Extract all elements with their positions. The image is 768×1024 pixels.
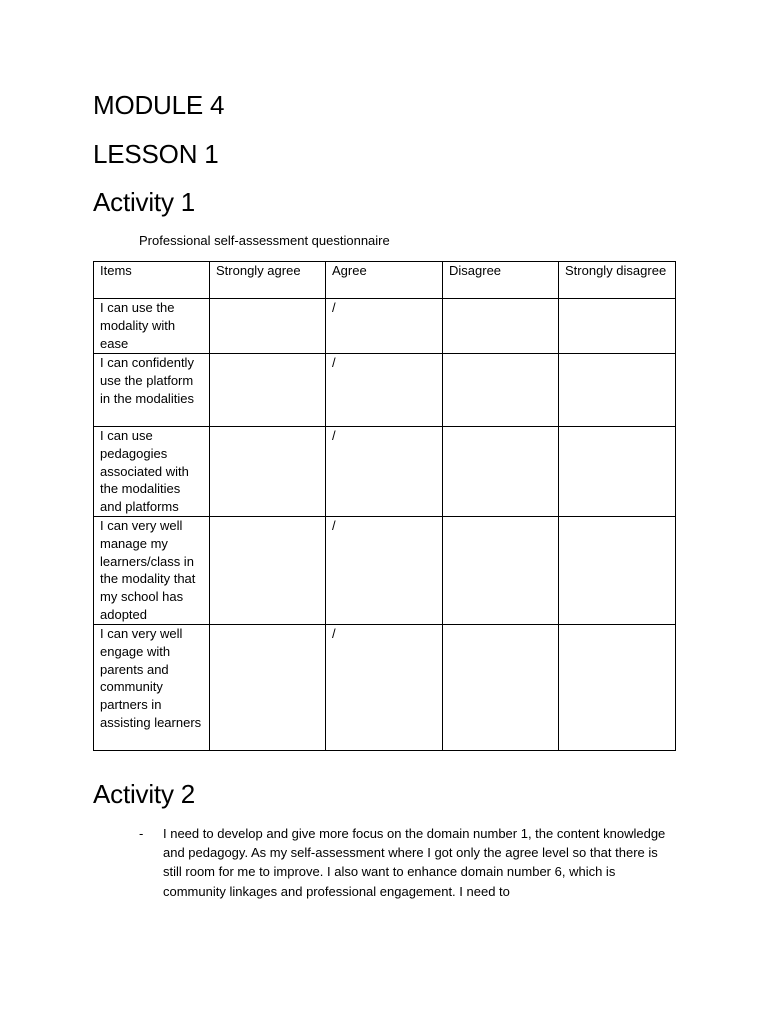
- column-header-agree: Agree: [326, 262, 443, 299]
- agree-cell: /: [326, 299, 443, 354]
- item-cell: I can use the modality with ease: [94, 299, 210, 354]
- table-row: [94, 427, 676, 517]
- table-row: [94, 625, 676, 751]
- column-header-items: Items: [94, 262, 210, 299]
- agree-cell: /: [326, 517, 443, 625]
- disagree-cell: [443, 299, 559, 354]
- strongly-disagree-cell: [559, 517, 676, 625]
- table-row: [94, 354, 676, 427]
- strongly-disagree-cell: [559, 625, 676, 751]
- activity-1-heading: Activity 1: [93, 187, 196, 217]
- disagree-cell: [443, 517, 559, 625]
- strongly-agree-cell: [210, 299, 326, 354]
- column-header-disagree: Disagree: [443, 262, 559, 299]
- strongly-disagree-cell: [559, 427, 676, 517]
- activity-2-heading: Activity 2: [93, 779, 196, 809]
- table-row: [94, 517, 676, 625]
- item-cell: I can confidently use the platform in the modalities: [94, 354, 210, 427]
- strongly-agree-cell: [210, 427, 326, 517]
- column-header-strongly-disagree: Strongly disagree: [559, 262, 676, 299]
- agree-cell: /: [326, 625, 443, 751]
- questionnaire-caption: Professional self-assessment questionnaire: [139, 233, 390, 248]
- agree-cell: /: [326, 354, 443, 427]
- column-header-strongly-agree: Strongly agree: [210, 262, 326, 299]
- table-header-row: [94, 262, 676, 299]
- self-assessment-table: [93, 261, 676, 751]
- bullet-marker: -: [139, 826, 144, 841]
- strongly-agree-cell: [210, 517, 326, 625]
- module-heading: MODULE 4: [93, 90, 225, 120]
- strongly-agree-cell: [210, 625, 326, 751]
- strongly-disagree-cell: [559, 354, 676, 427]
- activity-2-paragraph: I need to develop and give more focus on the domain number 1, the content knowledge and pedagogy. As my self-assessment where I got only the agree level so that there is still room for me to improve. I also want to enhance domain number 6, which is community linkages and professional engagement. I need to: [163, 826, 666, 899]
- disagree-cell: [443, 354, 559, 427]
- item-cell: I can very well engage with parents and community partners in assisting learners: [94, 625, 210, 751]
- table-row: [94, 299, 676, 354]
- disagree-cell: [443, 427, 559, 517]
- agree-cell: /: [326, 427, 443, 517]
- strongly-agree-cell: [210, 354, 326, 427]
- item-cell: I can very well manage my learners/class in the modality that my school has adopted: [94, 517, 210, 625]
- lesson-heading: LESSON 1: [93, 139, 219, 169]
- item-cell: I can use pedagogies associated with the modalities and platforms: [94, 427, 210, 517]
- disagree-cell: [443, 625, 559, 751]
- strongly-disagree-cell: [559, 299, 676, 354]
